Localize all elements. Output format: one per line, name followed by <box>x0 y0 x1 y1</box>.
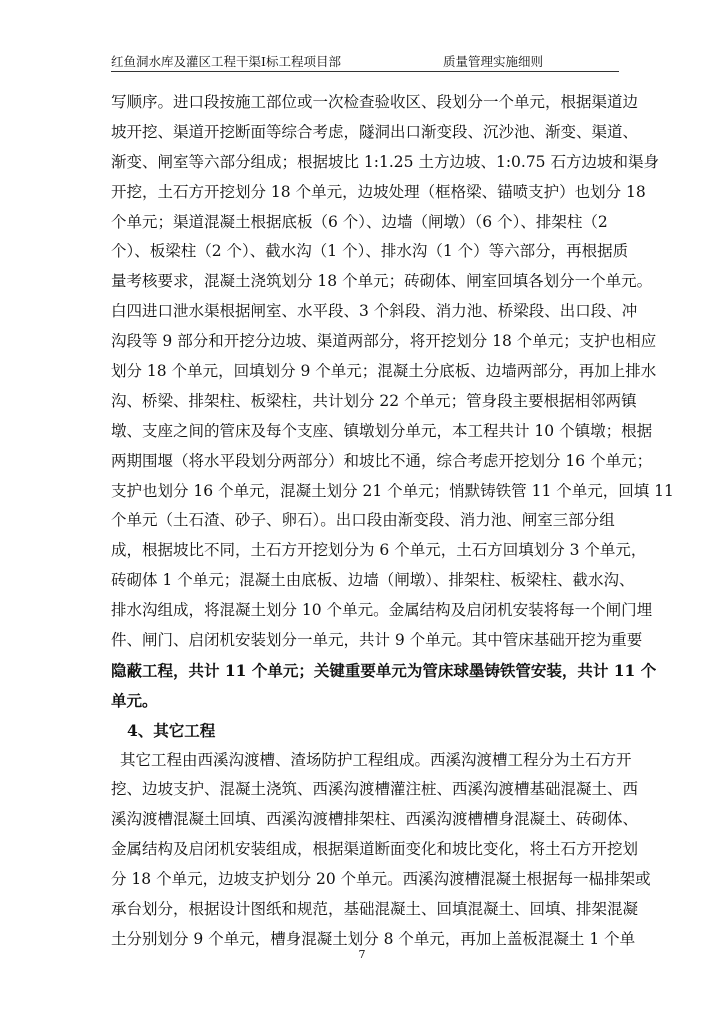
text-line: 坡开挖、渠道开挖断面等综合考虑，隧洞出口渐变段、沉沙池、渐变、渠道、 <box>111 122 639 141</box>
text-line: 砖砌体 1 个单元；混凝土由底板、边墙（闸墩）、排架柱、板梁柱、截水沟、 <box>111 571 635 590</box>
section-heading: 4、其它工程 <box>127 720 216 740</box>
text-line: 沟、桥梁、排架柱、板梁柱，共计划分 22 个单元；管身段主要根据相邻两镇 <box>111 391 637 410</box>
text-line: 排水沟组成，将混凝土划分 10 个单元。金属结构及启闭机安装将每一个闸门埋 <box>111 601 653 620</box>
text-line: 个单元；渠道混凝土根据底板（6 个）、边墙（闸墩）（6 个）、排架柱（2 <box>111 212 608 231</box>
text-line: 分 18 个单元，边坡支护划分 20 个单元。西溪沟渡槽混凝土根据每一榀排架或 <box>111 870 651 889</box>
text-line: 隐蔽工程，共计 11 个单元；关键重要单元为管床球墨铸铁管安装，共计 11 个 <box>111 660 657 680</box>
text-line: 单元。 <box>111 690 158 710</box>
text-line: 金属结构及启闭机安装组成，根据渠道断面变化和坡比变化，将土石方开挖划 <box>111 840 639 859</box>
text-line: 承台划分，根据设计图纸和规范，基础混凝土、回填混凝土、回填、排架混凝 <box>111 900 639 919</box>
text-line: 白四进口泄水渠根据闸室、水平段、3 个斜段、消力池、桥梁段、出口段、冲 <box>111 302 638 321</box>
text-line: 成，根据坡比不同，土石方开挖划分为 6 个单元，土石方回填划分 3 个单元， <box>111 541 647 560</box>
text-line: 量考核要求，混凝土浇筑划分 18 个单元；砖砌体、闸室回填各划分一个单元。 <box>111 272 653 291</box>
text-line: 挖、边坡支护、混凝土浇筑、西溪沟渡槽灌注桩、西溪沟渡槽基础混凝土、西 <box>111 780 639 799</box>
text-line: 土分别划分 9 个单元，槽身混凝土划分 8 个单元，再加上盖板混凝土 1 个单 <box>111 929 636 948</box>
header-project-title: 红鱼洞水库及灌区工程干渠Ⅰ标工程项目部 <box>111 54 341 69</box>
text-line: 个）、板梁柱（2 个）、截水沟（1 个）、排水沟（1 个）等六部分，再根据质 <box>111 242 629 261</box>
document-body <box>111 88 674 955</box>
text-line: 划分 18 个单元，回填划分 9 个单元；混凝土分底板、边墙两部分，再加上排水 <box>111 362 657 381</box>
header-document-title: 质量管理实施细则 <box>443 54 544 69</box>
text-line: 两期围堰（将水平段划分两部分）和坡比不通，综合考虑开挖划分 16 个单元； <box>111 451 653 470</box>
text-line: 开挖，土石方开挖划分 18 个单元，边坡处理（框格梁、锚喷支护）也划分 18 <box>111 182 646 201</box>
text-line: 支护也划分 16 个单元，混凝土划分 21 个单元；悄默铸铁管 11 个单元，回填 11 <box>111 481 674 500</box>
text-line: 写顺序。进口段按施工部位或一次检查验收区、段划分一个单元，根据渠道边 <box>111 93 639 111</box>
text-line: 墩、支座之间的管床及每个支座、镇墩划分单元，本工程共计 10 个镇墩；根据 <box>111 421 653 440</box>
text-line: 沟段等 9 部分和开挖分边坡、渠道两部分，将开挖划分 18 个单元；支护也相应 <box>111 332 657 351</box>
text-line: 溪沟渡槽混凝土回填、西溪沟渡槽排架柱、西溪沟渡槽槽身混凝土、砖砌体、 <box>111 810 639 829</box>
text-line: 件、闸门、启闭机安装划分一单元，共计 9 个单元。其中管床基础开挖为重要 <box>111 631 643 650</box>
page-header <box>111 53 619 72</box>
text-line: 渐变、闸室等六部分组成；根据坡比 1:1.25 土方边坡、1:0.75 石方边坡和渠身 <box>111 152 659 171</box>
text-line: 其它工程由西溪沟渡槽、渣场防护工程组成。西溪沟渡槽工程分为土石方开 <box>120 750 632 769</box>
page-number: 7 <box>358 948 366 961</box>
text-line: 个单元（土石渣、砂子、卵石）。出口段由渐变段、消力池、闸室三部分组 <box>111 511 615 530</box>
